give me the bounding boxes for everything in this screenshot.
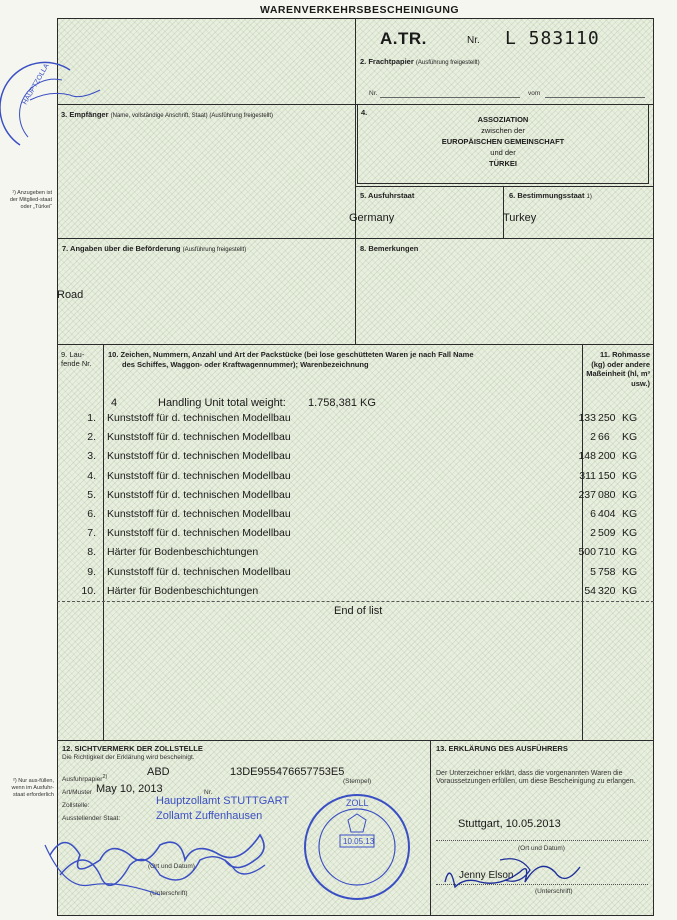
item-description: Kunststoff für d. technischen Modellbau [107, 450, 291, 463]
field12-label: 12. SICHTVERMERK DER ZOLLSTELLE [62, 744, 203, 753]
table-row [0, 431, 677, 449]
field2-label: 2. Frachtpapier (Ausführung freigestellt) [360, 57, 480, 66]
divider [57, 238, 654, 239]
customs-office-stamp: Hauptzollamt STUTTGART [156, 795, 290, 807]
round-stamp-date: 10.05.13 [343, 837, 375, 846]
table-row [0, 508, 677, 526]
item-no: 1. [87, 412, 96, 424]
round-stamp-text: ZOLL [346, 798, 369, 808]
ort-line [436, 840, 648, 842]
field12-ort-label: (Ort und Datum) [148, 863, 195, 870]
sidenote-1: ¹) Anzugeben ist der Mitglied-staat oder „Türkei“ [9, 190, 52, 210]
field6-label: 6. Bestimmungsstaat 1) [509, 191, 592, 200]
item-no: 7. [87, 527, 96, 540]
destination-country: Turkey [503, 212, 537, 224]
item-description: Härter für Bodenbeschichtungen [107, 546, 259, 559]
field8-label: 8. Bemerkungen [360, 244, 419, 253]
transport-mode: Road [57, 289, 84, 301]
assoc-line3: EUROPÄISCHEN GEMEINSCHAFT [441, 137, 565, 146]
cert-type: A.TR. [380, 29, 427, 48]
table-row [0, 566, 677, 584]
art-label: Art/Muster [62, 789, 92, 796]
field10-label-line1: 10. Zeichen, Nummern, Anzahl und Art der Packstücke (bei lose geschütteten Waren je nach Fall Name [108, 350, 474, 359]
item-unit: KG [622, 450, 638, 463]
table-row [0, 412, 677, 430]
item-weight-int: 6 [590, 508, 596, 520]
table-row [0, 470, 677, 488]
divider [57, 344, 654, 345]
field10-label-line2: des Schiffes, Waggon- oder Kraftwagennummer); Warenbezeichnung [122, 360, 369, 369]
field7-label: 7. Angaben über die Beförderung (Ausführung freigestellt) [62, 244, 247, 253]
item-no: 8. [87, 546, 96, 559]
item-description: Kunststoff für d. technischen Modellbau [107, 469, 291, 482]
item-description: Kunststoff für d. technischen Modellbau [107, 565, 291, 578]
assoc-line2: zwischen der [481, 126, 525, 135]
sidenote-2: ²) Nur aus-füllen, wenn im Ausfuhr-staat erforderlich [11, 778, 54, 798]
field12-unterschrift-label: (Unterschrift) [150, 890, 188, 897]
field2-nr-line [380, 97, 520, 98]
document-title: WARENVERKEHRSBESCHEINIGUNG [260, 4, 460, 16]
package-count: 4 [111, 397, 118, 409]
item-weight-dec: 404 [598, 508, 616, 520]
ausfuhrpapier-label: Ausfuhrpapier$^{2)}$ [62, 774, 108, 784]
mrn-number: 13DE955476657753E5 [230, 766, 345, 778]
item-weight-dec: 66 [598, 431, 610, 444]
item-weight-dec: 758 [598, 565, 616, 578]
item-description: Kunststoff für d. technischen Modellbau [107, 412, 291, 424]
item-no: 3. [87, 450, 96, 463]
item-no: 4. [87, 469, 96, 482]
field12-nr-label: Nr. [204, 789, 213, 796]
item-no: 6. [87, 508, 96, 520]
summary-text: Handling Unit total weight: [158, 397, 286, 409]
table-row [0, 450, 677, 468]
field12-sub: Die Richtigkeit der Erklärung wird bescheinigt. [62, 754, 195, 761]
item-no: 2. [87, 431, 96, 444]
issue-date: May 10, 2013 [96, 783, 163, 795]
stempel-label: (Stempel) [343, 778, 372, 785]
field9-label: 9. Lau-fende Nr. [61, 350, 92, 368]
item-no: 5. [87, 488, 96, 501]
summary-weight: 1.758,381 KG [308, 397, 376, 409]
item-unit: KG [622, 584, 638, 597]
customs-signature [40, 815, 340, 905]
field4-label: 4. [361, 108, 368, 117]
exporter-signature [440, 852, 580, 897]
item-unit: KG [622, 431, 638, 444]
association-text [357, 114, 649, 169]
ausstellender-label: Ausstellender Staat: [62, 815, 121, 822]
item-weight-int: 311 [579, 469, 596, 482]
item-description: Kunststoff für d. technischen Modellbau [107, 527, 291, 540]
item-no: 9. [87, 565, 96, 578]
divider [430, 740, 431, 916]
customs-office-stamp-2: Zollamt Zuffenhausen [156, 810, 263, 822]
table-row [0, 489, 677, 507]
field2-vom-line [545, 97, 645, 98]
field3-label: 3. Empfänger (Name, vollständige Anschrift, Staat) (Ausführung freigestellt) [61, 110, 274, 119]
field13-ort-label: (Ort und Datum) [518, 845, 565, 852]
item-unit: KG [622, 412, 638, 424]
field2-vom-label: vom [528, 90, 541, 97]
place-and-date: Stuttgart, 10.05.2013 [458, 818, 561, 830]
field13-text: Der Unterzeichner erklärt, dass die vorgenannten Waren die Voraussetzungen erfüllen, um diese Bescheinigung zu erlangen. [436, 770, 636, 785]
item-weight-int: 2 [590, 431, 596, 444]
end-of-list: End of list [334, 605, 383, 617]
item-unit: KG [622, 565, 638, 578]
item-weight-int: 2 [590, 527, 596, 540]
field10-label [108, 350, 568, 370]
item-weight-dec: 200 [598, 450, 616, 463]
cert-nr-label: Nr. [467, 35, 480, 46]
dashed-line [57, 601, 654, 602]
item-unit: KG [622, 469, 638, 482]
item-weight-int: 54 [584, 584, 596, 597]
left-stamp-text: HAUPTZOLLA [21, 62, 51, 106]
field5-label: 5. Ausfuhrstaat [360, 191, 415, 200]
item-weight-int: 500 [578, 546, 596, 559]
item-unit: KG [622, 527, 638, 540]
item-weight-dec: 080 [598, 488, 616, 501]
item-description: Härter für Bodenbeschichtungen [107, 584, 259, 597]
item-unit: KG [622, 488, 638, 501]
item-weight-int: 148 [578, 450, 596, 463]
item-weight-dec: 150 [598, 469, 616, 482]
field11-label: 11. Rohmasse (kg) oder andere Maßeinheit (hl, m³ usw.) [586, 350, 650, 388]
assoc-line5: TÜRKEI [489, 159, 517, 168]
ausfuhrpapier-value: ABD [147, 766, 170, 778]
assoc-line1: ASSOZIATION [477, 115, 529, 124]
item-weight-int: 5 [590, 565, 596, 578]
item-weight-dec: 509 [598, 527, 616, 540]
field13-unterschrift-label: (Unterschrift) [535, 888, 573, 895]
item-no: 10. [81, 584, 96, 597]
field13-label: 13. ERKLÄRUNG DES AUSFÜHRERS [436, 744, 568, 753]
export-country: Germany [349, 212, 395, 224]
item-unit: KG [622, 508, 638, 520]
table-row [0, 546, 677, 564]
divider [57, 740, 654, 741]
left-partial-stamp [0, 55, 80, 155]
item-weight-int: 237 [578, 488, 596, 501]
table-row [0, 527, 677, 545]
cert-number: L 583110 [505, 28, 600, 49]
item-weight-int: 133 [578, 412, 596, 424]
item-description: Kunststoff für d. technischen Modellbau [107, 488, 291, 501]
item-description: Kunststoff für d. technischen Modellbau [107, 508, 291, 520]
item-description: Kunststoff für d. technischen Modellbau [107, 431, 291, 444]
divider [355, 18, 356, 344]
zollstelle-label: Zollstelle: [62, 802, 90, 809]
field2-nr-label: Nr. [369, 90, 378, 97]
item-weight-dec: 250 [598, 412, 616, 424]
assoc-line4: und der [490, 148, 516, 157]
signer-name: Jenny Elson [459, 870, 514, 881]
divider [355, 186, 654, 187]
item-unit: KG [622, 546, 638, 559]
item-weight-dec: 320 [598, 584, 616, 597]
item-weight-dec: 710 [598, 546, 616, 559]
